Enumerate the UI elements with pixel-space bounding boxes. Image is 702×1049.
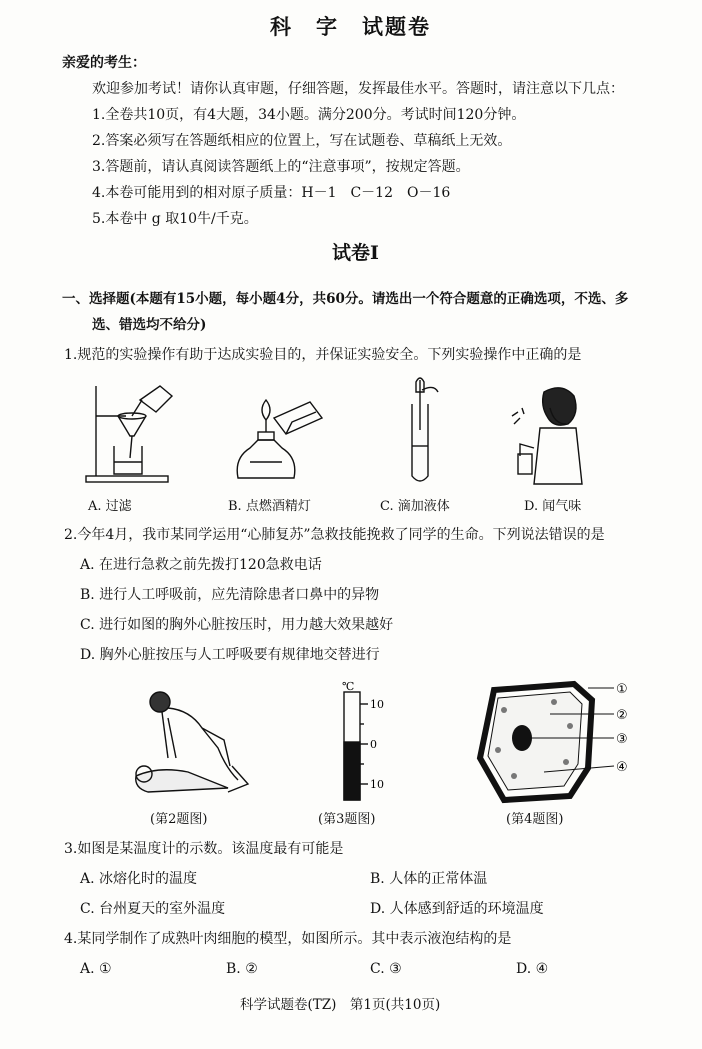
q1-stem: 1.规范的实验操作有助于达成实验目的，并保证实验安全。下列实验操作中正确的是: [64, 347, 582, 363]
q1-option-c: C. 滴加液体: [380, 499, 450, 514]
q4-option-c: C. ③: [370, 961, 402, 977]
note-1: 1.全卷共10页，有4大题，34小题。满分200分。考试时间120分钟。: [92, 107, 526, 123]
thermometer-tick-zero: 0: [370, 738, 377, 751]
figure-2-caption: (第2题图): [150, 812, 208, 827]
q1-option-a: A. 过滤: [88, 499, 132, 514]
note-5: 5.本卷中 g 取10牛/千克。: [92, 211, 258, 227]
smelling-figure: [510, 384, 600, 486]
q1-option-b: B. 点燃酒精灯: [228, 499, 311, 514]
q4-option-a: A. ①: [80, 961, 112, 977]
alcohol-lamp-figure: [230, 392, 326, 484]
cell-label-2: ②: [616, 708, 628, 723]
thermometer-tick-bottom: 10: [370, 778, 384, 791]
q3-option-c: C. 台州夏天的室外温度: [80, 901, 226, 917]
part1-instructions-line1: 一、选择题(本题有15小题，每小题4分，共60分。请选出一个符合题意的正确选项，不选、多: [62, 291, 629, 307]
note-3: 3.答题前，请认真阅读答题纸上的“注意事项”，按规定答题。: [92, 159, 470, 175]
q3-option-b: B. 人体的正常体温: [370, 871, 488, 887]
cell-label-1: ①: [616, 682, 628, 697]
page-title: 科 字 试题卷: [270, 14, 431, 39]
cpr-figure: [128, 688, 258, 798]
intro-text: 欢迎参加考试！请你认真审题，仔细答题，发挥最佳水平。答题时，请注意以下几点：: [92, 81, 624, 97]
dropper-figure: [400, 380, 444, 488]
cell-label-4: ④: [616, 760, 628, 775]
q2-option-d: D. 胸外心脏按压与人工呼吸要有规律地交替进行: [80, 647, 380, 663]
q4-stem: 4.某同学制作了成熟叶肉细胞的模型，如图所示。其中表示液泡结构的是: [64, 931, 512, 947]
thermometer-unit: ℃: [342, 680, 355, 693]
q2-option-c: C. 进行如图的胸外心脏按压时，用力越大效果越好: [80, 617, 394, 633]
note-4: 4.本卷可能用到的相对原子质量：H－1 C－12 O－16: [92, 185, 451, 201]
note-2: 2.答案必须写在答题纸相应的位置上，写在试题卷、草稿纸上无效。: [92, 133, 512, 149]
q4-option-d: D. ④: [516, 961, 549, 977]
q3-option-d: D. 人体感到舒适的环境温度: [370, 901, 544, 917]
q2-option-b: B. 进行人工呼吸前，应先清除患者口鼻中的异物: [80, 587, 380, 603]
q2-stem: 2.今年4月，我市某同学运用“心肺复苏”急救技能挽救了同学的生命。下列说法错误的是: [64, 527, 605, 543]
q2-option-a: A. 在进行急救之前先拨打120急救电话: [80, 557, 322, 573]
cell-model-figure: [474, 680, 634, 804]
part1-instructions-line2: 选、错选均不给分): [92, 317, 207, 333]
q1-option-d: D. 闻气味: [524, 499, 582, 514]
greeting: 亲爱的考生：: [62, 55, 146, 71]
thermometer-tick-top: 10: [370, 698, 384, 711]
q4-option-b: B. ②: [226, 961, 258, 977]
q3-option-a: A. 冰熔化时的温度: [80, 871, 198, 887]
figure-4-caption: (第4题图): [506, 812, 564, 827]
figure-3-caption: (第3题图): [318, 812, 376, 827]
thermometer-figure: [338, 680, 398, 804]
section-title: 试卷Ⅰ: [332, 242, 379, 264]
q3-stem: 3.如图是某温度计的示数。该温度最有可能是: [64, 841, 344, 857]
filtration-figure: [80, 378, 180, 486]
cell-label-3: ③: [616, 732, 628, 747]
page-footer: 科学试题卷(TZ) 第1页(共10页): [240, 997, 441, 1013]
